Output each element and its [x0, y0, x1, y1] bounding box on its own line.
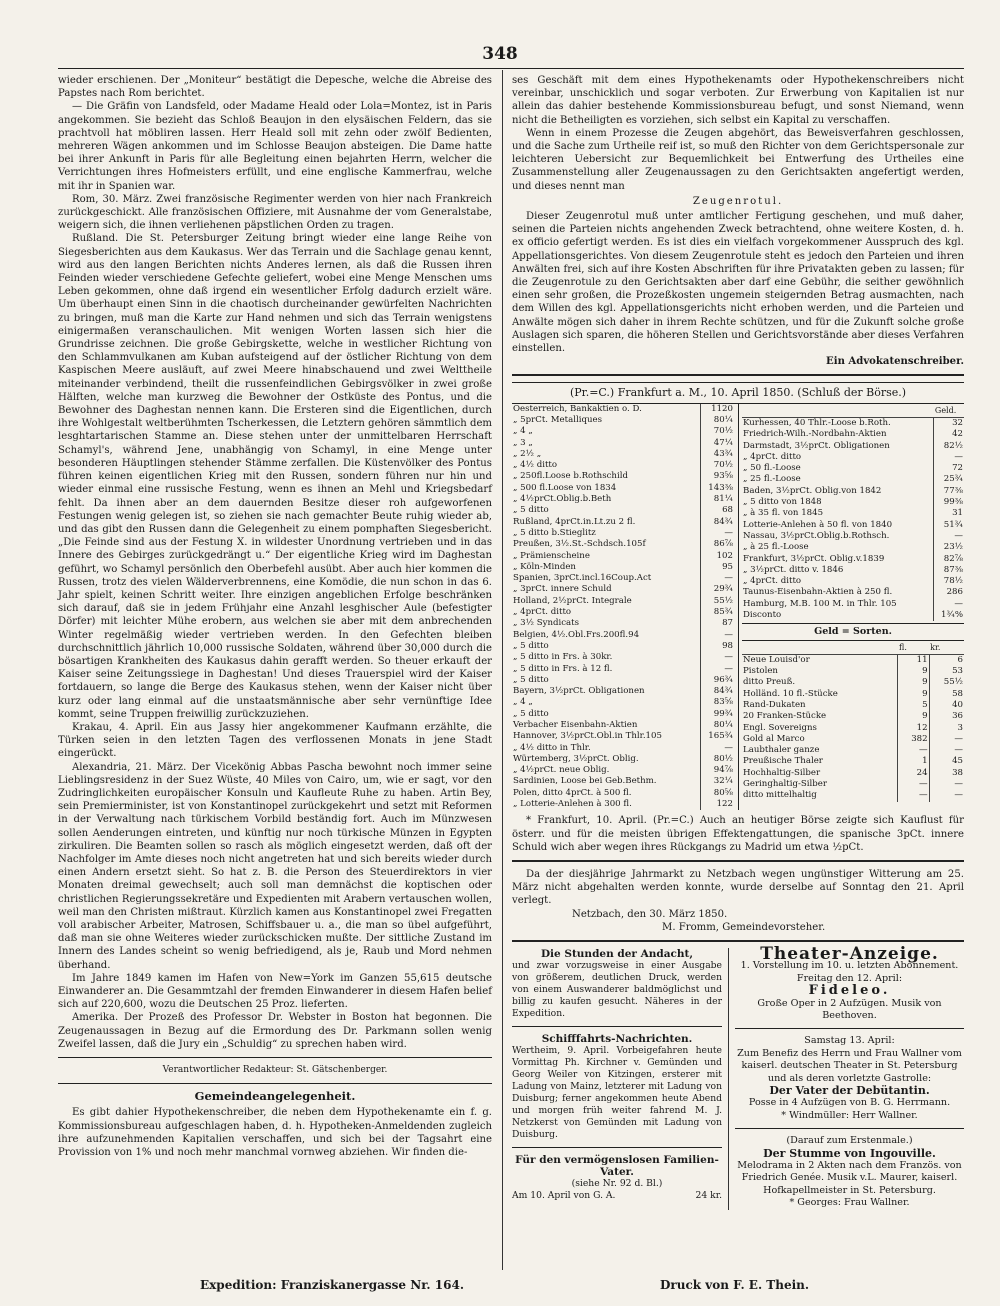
price-value: 32 — [934, 417, 964, 429]
market-row — [742, 497, 964, 508]
geld-sorten-row — [742, 666, 964, 677]
price-value: 51¾ — [934, 520, 964, 531]
price-value: 3 — [929, 723, 964, 734]
price-value: — — [934, 531, 964, 542]
price-value: — — [700, 652, 734, 663]
geld-sorten-row — [742, 700, 964, 711]
market-row — [742, 486, 964, 497]
geld-sorten-title: Geld = Sorten. — [742, 623, 964, 640]
price-value: 86⅞ — [700, 539, 734, 550]
page-number: 348 — [482, 44, 518, 64]
notice-text: Da der diesjährige Jahrmarkt zu Netzbach wegen ungünstiger Witterung am 25. März nicht abgehalten werden konnte, wurde derselbe auf Sonntag den 21. April verlegt. — [512, 868, 964, 907]
market-row — [512, 799, 734, 810]
col-header: kr. — [929, 641, 964, 655]
market-row — [742, 599, 964, 610]
left-column — [58, 74, 492, 1159]
price-value: 45 — [929, 756, 964, 767]
theater-play-title: Fideleo. — [808, 983, 891, 999]
market-row — [512, 460, 734, 471]
header-rule — [58, 68, 964, 69]
geld-sorten-row — [742, 677, 964, 688]
security-name: „ 3½prCt. ditto v. 1846 — [743, 564, 844, 575]
market-row — [512, 596, 734, 607]
security-name: „ 4 „ — [513, 697, 533, 708]
price-value: — — [929, 790, 964, 801]
article-signature: Ein Advokatenschreiber. — [826, 356, 964, 368]
theater-title: Theater-Anzeige. — [760, 943, 939, 964]
security-name: Belgien, 4½.Obl.Frs.200fl.94 — [513, 629, 640, 640]
security-name: ditto mittelhaltig — [743, 790, 817, 801]
security-name: Nassau, 3½prCt.Oblig.b.Rothsch. — [743, 530, 890, 541]
security-name: 20 Franken-Stücke — [743, 711, 827, 722]
ad-text: und zwar vorzugsweise in einer Ausgabe von größerem, deutlichen Druck, werden von einem Auswanderer baldmöglichst und billig zu kaufen gesucht. Näheres in der Expedition. — [512, 959, 722, 1019]
price-value: 36 — [929, 711, 964, 722]
price-value: 83⅝ — [700, 697, 734, 708]
price-value: 143⅜ — [700, 483, 734, 494]
market-row — [742, 531, 964, 542]
market-row — [512, 517, 734, 528]
market-row — [742, 417, 964, 429]
price-value: 82½ — [934, 441, 964, 452]
market-row — [512, 641, 734, 652]
geld-sorten-row — [742, 723, 964, 734]
security-name: Rand-Dukaten — [743, 700, 806, 710]
divider — [735, 1028, 964, 1029]
price-value: 78½ — [934, 576, 964, 587]
market-row — [512, 709, 734, 720]
price-value: 286 — [934, 587, 964, 598]
security-name: Engl. Sovereigns — [743, 722, 817, 733]
market-row — [742, 554, 964, 565]
right-column — [512, 74, 964, 1210]
security-name: „ 4prCt. ditto — [743, 576, 802, 587]
security-name: „ 4½ ditto in Thlr. — [513, 742, 591, 753]
price-value: 95 — [700, 562, 734, 573]
price-value: 122 — [700, 799, 734, 810]
price-value: 93⅝ — [700, 471, 734, 482]
security-name: „ 5 ditto in Frs. à 12 fl. — [513, 663, 613, 674]
section-title: Gemeindeangelegenheit. — [194, 1089, 356, 1104]
price-value: 55½ — [929, 677, 964, 688]
market-row — [512, 788, 734, 799]
price-value: 84¾ — [700, 517, 734, 528]
price-value: 94⅞ — [700, 765, 734, 776]
price-value: — — [898, 790, 929, 801]
price-value: 80⅝ — [700, 788, 734, 799]
market-row — [742, 610, 964, 621]
geld-sorten-row — [742, 711, 964, 722]
price-value: 80¼ — [700, 720, 734, 731]
theater-cast: * Windmüller: Herr Wallner. — [781, 1109, 918, 1121]
price-value: 70½ — [700, 460, 734, 471]
geld-sorten-row — [742, 734, 964, 745]
price-value: — — [934, 452, 964, 463]
theater-play-title: Der Stumme von Ingouville. — [763, 1146, 936, 1160]
price-value: 5 — [898, 700, 929, 711]
market-row — [512, 754, 734, 765]
security-name: „ 3prCt. innere Schuld — [513, 584, 612, 595]
notice-signature: M. Fromm, Gemeindevorsteher. — [662, 921, 826, 933]
security-name: „ 5 ditto in Frs. à 30kr. — [513, 652, 613, 663]
theater-date: Freitag den 12. April: — [796, 972, 903, 984]
security-name: „ 5prCt. Metalliques — [513, 414, 602, 425]
market-row — [742, 508, 964, 519]
price-value: 42 — [934, 429, 964, 440]
col-header — [742, 404, 934, 418]
security-name: Holland, 2½prCt. Integrale — [513, 595, 632, 606]
donation-entry — [512, 1190, 722, 1202]
price-value: 70½ — [700, 426, 734, 437]
security-name: Pistolen — [743, 666, 778, 677]
price-value: — — [700, 664, 734, 675]
security-name: Frankfurt, 3½prCt. Oblig.v.1839 — [743, 553, 885, 564]
market-row — [512, 483, 734, 494]
market-header: (Pr.=C.) Frankfurt a. M., 10. April 1850. (Schluß der Börse.) — [512, 382, 964, 403]
security-name: Spanien, 3prCt.incl.16Coup.Act — [513, 573, 652, 584]
security-name: „ à 35 fl. von 1845 — [743, 508, 824, 519]
geld-sorten-row — [742, 756, 964, 767]
ad-title: Die Stunden der Andacht, — [540, 947, 694, 960]
col-header: fl. — [898, 641, 929, 655]
security-name: „ 500 fl.Loose von 1834 — [513, 482, 617, 493]
market-row — [512, 630, 734, 641]
market-row — [742, 429, 964, 440]
price-value: 98 — [700, 641, 734, 652]
article-paragraph: wieder erschienen. Der „Moniteur“ bestätigt die Depesche, welche die Abreise des Papstes nach Rom berichtet. — [58, 75, 492, 100]
security-name: „ 250fl.Loose b.Rothschild — [513, 471, 628, 482]
article-paragraph: Wenn in einem Prozesse die Zeugen abgehört, das Beweisverfahren geschlossen, und die Sache zum Urtheile reif ist, so muß den Richter von dem Gerichtspersonale zur leichteren Uebersicht zur Bequemlichkeit bei Entwerfung des Urtheiles eine Zusammenstellung aller Zeugenaussagen zu den Gerichtsakten angefertigt werden, und dieses nennt man — [512, 127, 964, 192]
security-name: Geringhaltig-Silber — [743, 779, 827, 790]
col-header — [742, 641, 898, 655]
article-paragraph: Im Jahre 1849 kamen im Hafen von New=York im Ganzen 55,615 deutsche Einwanderer an. Die Gesammtzahl der fremden Einwanderer in diesem Hafen belief sich auf 220,600, wozu die Deutschen 25 Proz. lieferten. — [58, 972, 492, 1011]
security-name: Baden, 3½prCt. Oblig.von 1842 — [743, 485, 882, 496]
price-value: 53 — [929, 666, 964, 677]
article-paragraph: Dieser Zeugenrotul muß unter amtlicher Fertigung geschehen, und muß daher, seinen die Parteien nichts angehenden Zweck betrachtend, ohne weitere Kosten, d. h. ex officio gefertigt werden. Es ist dies ein vielfach vorgekommener Ausspruch des kgl. Appellationsgerichtes. Von diesem Zeugenrotule steht es jedoch den Parteien und ihren Anwälten frei, sich auf ihre Kosten Abschriften für ihre Privatakten geben zu lassen; für die Zeugenrotule zu den Gerichtsakten aber darf eine Gebühr, die seither gewöhnlich einen sehr großen, die Prozeßkosten ungemein steigernden Betrag ausmachten, nach dem Willen des kgl. Appellationsgerichts nicht erhoben werden, und die Parteien und Anwälte mögen sich daher in ihrem Rechte schützen, und für die Zukunft solche große Auslagen sich sparen, die höheren Stellen und Gerichtsvorstände aber dieses Verfahren einstellen. — [512, 211, 964, 355]
price-value: 80¼ — [700, 415, 734, 426]
price-value: 99⅜ — [934, 497, 964, 508]
price-value: 25¾ — [934, 474, 964, 485]
market-row — [742, 542, 964, 553]
geld-sorten-row — [742, 790, 964, 801]
market-table-left — [512, 404, 734, 811]
market-row — [512, 584, 734, 595]
article-paragraph: — Die Gräfin von Landsfeld, oder Madame Heald oder Lola=Montez, ist in Paris angekommen. Sie bezieht das Schloß Beaujon in den elysäischen Feldern, das sie prachtvoll hat möbliren lassen. Herr Heald soll mit zehn oder zwölf Bedienten, mehreren Wägen ankommen und im Schlosse Beaujon absteigen. Die Dame hatte bei ihrer Ankunft in Paris für alle Begleitung einen bejahrten Herrn, welcher die Verrichtungen ihres Hofmeisters erfüllt, und eine englische Kammerfrau, welche mit ihr in Spanien war. — [58, 101, 492, 192]
geld-sorten-row — [742, 654, 964, 666]
article-paragraph: ses Geschäft mit dem eines Hypothekenamts oder Hypothekenschreibers nicht vereinbar, unschicklich und sogar verboten. Zur Erwerbung von Kapitalien ist nur allein das dahier bestehende Kommissionsbureau befugt, und sonst Niemand, wenn nicht die Betheiligten es vorziehen, sich selbst ein Kapital zu verschaffen. — [512, 75, 964, 126]
security-name: Verbacher Eisenbahn-Aktien — [513, 719, 638, 730]
security-name: Darmstadt, 3½prCt. Obligationen — [743, 440, 890, 451]
security-name: Neue Louisd'or — [743, 654, 810, 665]
security-name: „ 3 „ — [513, 437, 533, 448]
market-row — [742, 576, 964, 587]
market-row — [512, 505, 734, 516]
price-value: 55½ — [700, 596, 734, 607]
security-name: „ 25 fl.-Loose — [743, 474, 801, 485]
security-name: Hannover, 3½prCt.Obl.in Thlr.105 — [513, 731, 662, 742]
market-row — [742, 474, 964, 485]
market-row — [512, 765, 734, 776]
market-row — [512, 607, 734, 618]
market-row — [512, 562, 734, 573]
market-row — [512, 731, 734, 742]
security-name: Rußland, 4prCt.in.Lt.zu 2 fl. — [513, 516, 636, 527]
price-value: 82⅞ — [934, 554, 964, 565]
market-row — [512, 471, 734, 482]
price-value: 6 — [929, 654, 964, 666]
ad-text: Wertheim, 9. April. Vorbeigefahren heute Vormittag Ph. Kirchner v. Gemünden und Georg Weiler von Kitzingen, ersterer mit Ladung von Mainz, letzterer mit Ladung von Duisburg; ferner angekommen heute Abend und morgen früh weiter fahrend M. J. Netzkerst von Gemünden mit Ladung von Duisburg. — [512, 1044, 722, 1140]
security-name: Friedrich-Wilh.-Nordbahn-Aktien — [743, 429, 887, 440]
price-value: — — [700, 528, 734, 539]
market-row — [512, 404, 734, 415]
price-value: 47¼ — [700, 438, 734, 449]
ads-left — [512, 948, 722, 1210]
price-value: 99¾ — [700, 709, 734, 720]
security-name: „ 5 ditto — [513, 708, 549, 719]
price-value: 382 — [898, 734, 929, 745]
security-name: Holländ. 10 fl.-Stücke — [743, 688, 838, 699]
ad-title: Für den vermögenslosen Familien-Vater. — [515, 1153, 719, 1178]
ad-title: Schifffahrts-Nachrichten. — [541, 1032, 693, 1045]
security-name: Sardinien, Loose bei Geb.Bethm. — [513, 776, 657, 787]
market-note: * Frankfurt, 10. April. (Pr.=C.) Auch an heutiger Börse zeigte sich Kauflust für österr. und für die meisten übrigen Effektengattungen, die spanische 3pCt. innere Schuld wich aber wegen ihres Rückgangs zu Madrid um etwa ½pCt. — [512, 815, 964, 853]
price-value: 68 — [700, 505, 734, 516]
price-value: 85¾ — [700, 607, 734, 618]
market-row — [512, 743, 734, 754]
price-value: — — [898, 745, 929, 756]
notice-date: Netzbach, den 30. März 1850. — [572, 908, 728, 920]
divider — [512, 940, 964, 942]
security-name: „ 4prCt. ditto — [513, 607, 572, 618]
price-value: 77⅜ — [934, 486, 964, 497]
divider — [58, 1083, 492, 1084]
article-paragraph: Rußland. Die St. Petersburger Zeitung bringt wieder eine lange Reihe von Siegesberichten aus dem Kaukasus. Wer das Terrain und die Sachlage genau kennt, wird aus den langen Berichten nichts Anderes lernen, als daß die Russen ihren Feinden wieder verschiedene Gefechte geliefert, wobei eine Menge Menschen ums Leben gekommen, ohne daß irgend ein wesentlicher Erfolg dadurch erzielt wäre. Um überhaupt einen Sinn in die chaotisch durcheinander gewürfelten Nachrichten zu bringen, muß man die Karte zur Hand nehmen und sich das Terrain wenigstens einigermaßen veranschaulichen. Mit wenigen Worten lassen sich hier die Grundrisse zeichnen. Die große Gebirgskette, welche in westlicher Richtung von den Schlammvulkanen am Kuban aufsteigend auf der östlicher Richtung von dem Kaspischen Meere ausläuft, auf zwei Meere hinabschauend und zwei Welttheile miteinander verbindend, theilt die russenfeindlichen Gebirgsvölker in zwei große Hälften, welche man kurzweg die Bewohner der Ostküste des Pontus, und die Bewohner des Daghestan nennen kann. Die Ersteren sind die Eigentlichen, durch ihre Wohlgestalt weltberühmten Tscherkessen, die Letztern gehören sämmtlich dem lesghtartarischen Stamme an. Diese stehen unter der unmittelbaren Herrschaft Schamyl's, während Jene, unabhängig von Schamyl, in eine Menge unter besonderen Häuptlingen stehender Stämme zerfallen. Die Küstenvölker des Pontus führen keinen eigentlichen Krieg mit den Russen, sondern führen nur hin und wieder einmal eine russische Festung, wenn es ihnen an Mehl und Kriegsbedarf fehlt. Da ihnen aber an dem dauernden Besitze dieser roh aufgeworfenen Festungen wenig gelegen ist, so ziehen sie nach gemachter Beute ruhig wieder ab, und das gibt den Russen dann die Gelegenheit zu einem pomphaften Siegesbericht. „Die Feinde sind aus der Festung X. in wildester Unordnung vertrieben und in das Innere des Gebirges zurückgedrängt u.“ Der eigentliche Krieg wird im Daghestan geführt, wo Schamyl persönlich den Oberbefehl ausübt. Aber auch hier kommen die Russen, trotz des vielen Wälderverbrennens, eine Komödie, die nun schon in das 6. Jahr spielt, keinen Schritt weiter. Ihre einzigen angeblichen Erfolge beschränken sich darauf, daß sie in jedem Frühjahr eine Anzahl lesghischer Aule (befestigter Dörfer) mit leichter Mühe erobern, aus welchen sie aber mit dem anbrechenden Winter regelmäßig wieder vertrieben werden. In den Gefechten bleiben durchschnittlich jährlich 10,000 russische Soldaten, während über 30,000 durch die bösartigen Krankheiten des Kaukasus dahin gerafft werden. So theuer erkauft der Kaiser seine Zeitungssiege in Daghestan! Und dieses Trauerspiel wird der Kaiser fortdauern, so lange die Berge des Kaukasus stehen, wenn der Kaiser nicht über kurz oder lang einmal auf die unstaatsmännische aber sehr vernünftige Idee kommt, seine Truppen freiwillig zurückzuziehen. — [58, 233, 492, 720]
donation-amount: 24 kr. — [695, 1189, 722, 1201]
security-name: Taunus-Eisenbahn-Aktien à 250 fl. — [743, 587, 893, 598]
security-name: Preußen, 3½.St.-Schdsch.105f — [513, 539, 646, 550]
price-value: 40 — [929, 700, 964, 711]
editor-line: Verantwortlicher Redakteur: St. Gätschenberger. — [162, 1065, 388, 1076]
ad-subtitle: (siehe Nr. 92 d. Bl.) — [571, 1177, 663, 1189]
theater-description: Zum Benefiz des Herrn und Frau Wallner vom kaiserl. deutschen Theater in St. Petersburg und als deren vorletzte Gastrolle: — [737, 1047, 962, 1084]
security-name: „ 4½prCt. neue Oblig. — [513, 765, 610, 776]
market-row — [742, 463, 964, 474]
theater-cast: * Georges: Frau Wallner. — [789, 1197, 910, 1209]
security-name: „ à 25 fl.-Loose — [743, 542, 809, 553]
price-value: — — [898, 779, 929, 790]
security-name: „ 50 fl.-Loose — [743, 463, 801, 474]
geld-sorten-table — [742, 641, 964, 802]
security-name: Oesterreich, Bankaktien o. D. — [513, 403, 642, 414]
price-value: 58 — [929, 689, 964, 700]
divider — [58, 1057, 492, 1058]
price-value: 84¾ — [700, 686, 734, 697]
market-row — [512, 573, 734, 584]
security-name: Preußische Thaler — [743, 756, 823, 767]
price-value: — — [929, 779, 964, 790]
market-row — [512, 415, 734, 426]
price-value: 11 — [898, 654, 929, 666]
market-row — [742, 441, 964, 452]
market-row — [512, 426, 734, 437]
security-name: „ 2½ „ — [513, 448, 542, 459]
price-value: 32¼ — [700, 776, 734, 787]
geld-sorten-row — [742, 768, 964, 779]
theater-play-title: Der Vater der Debütantin. — [769, 1084, 930, 1098]
price-value: 24 — [898, 768, 929, 779]
security-name: „ 4prCt. ditto — [743, 451, 802, 462]
footer-expedition: Expedition: Franziskanergasse Nr. 164. — [200, 1278, 465, 1292]
security-name: „ 3½ Syndicats — [513, 618, 580, 629]
theater-note: (Darauf zum Erstenmale.) — [786, 1135, 913, 1147]
price-value: 96¾ — [700, 675, 734, 686]
security-name: „ 5 ditto b.Stieglitz — [513, 527, 596, 538]
price-value: 9 — [898, 689, 929, 700]
security-name: „ 5 ditto von 1848 — [743, 497, 822, 508]
price-value: — — [934, 599, 964, 610]
market-row — [512, 664, 734, 675]
theater-ad — [728, 943, 964, 1210]
market-row — [512, 438, 734, 449]
market-table-right — [742, 404, 964, 622]
price-value: — — [929, 734, 964, 745]
theater-description: Große Oper in 2 Aufzügen. Musik von Beethoven. — [757, 997, 942, 1022]
price-value: — — [929, 745, 964, 756]
market-tables — [512, 404, 964, 811]
price-value: 38 — [929, 768, 964, 779]
price-value: 165¾ — [700, 731, 734, 742]
zeugenrotul-heading: Zeugenrotul. — [692, 195, 784, 207]
price-value: 87 — [700, 618, 734, 629]
security-name: Kurhessen, 40 Thlr.-Loose b.Roth. — [743, 417, 891, 428]
article-paragraph: Krakau, 4. April. Ein aus Jassy hier angekommener Kaufmann erzählte, die Türken seien in den letzten Tagen des verflossenen Monats in jene Stadt eingerückt. — [58, 721, 492, 760]
security-name: Würtemberg, 3½prCt. Oblig. — [513, 753, 639, 764]
price-value: 1¾% — [934, 610, 964, 621]
market-row — [512, 652, 734, 663]
price-value: — — [700, 630, 734, 641]
market-row — [512, 539, 734, 550]
security-name: „ 5 ditto — [513, 640, 549, 651]
section-text: Es gibt dahier Hypothekenschreiber, die neben dem Hypothekenamte ein f. g. Kommissionsbureau aufgeschlagen haben, d. h. Hypotheken-Anmeldenden zugleich ihre aufzunehmenden Kapitalien verschaffen, und sich bei der Tagsahrt eine Provission von 1% und noch mehr manchmal vornweg abziehen. Wir finden die- — [58, 1107, 492, 1159]
price-value: 1 — [898, 756, 929, 767]
price-value: — — [700, 573, 734, 584]
price-value: 9 — [898, 666, 929, 677]
price-value: 87⅜ — [934, 565, 964, 576]
price-value: — — [700, 743, 734, 754]
divider — [512, 1026, 722, 1027]
security-name: ditto Preuß. — [743, 677, 796, 688]
security-name: Hamburg, M.B. 100 M. in Thlr. 105 — [743, 598, 897, 609]
geld-sorten-row — [742, 745, 964, 756]
security-name: Polen, ditto 4prCt. à 500 fl. — [513, 787, 632, 798]
geld-sorten-row — [742, 689, 964, 700]
price-value: 43¾ — [700, 449, 734, 460]
security-name: „ Lotterie-Anlehen à 300 fl. — [513, 799, 632, 810]
price-value: 72 — [934, 463, 964, 474]
market-row — [512, 528, 734, 539]
security-name: „ 5 ditto — [513, 505, 549, 516]
market-row — [512, 551, 734, 562]
price-value: 81¼ — [700, 494, 734, 505]
market-row — [512, 720, 734, 731]
security-name: „ 4 „ — [513, 426, 533, 437]
article-paragraph: Rom, 30. März. Zwei französische Regimenter werden von hier nach Frankreich zurückgeschickt. Alle französischen Offiziere, mit Ausnahme der vom Generalstabe, weigern sich, die ihnen verliehenen päpstlichen Orden zu tragen. — [58, 193, 492, 232]
security-name: „ Köln-Minden — [513, 561, 576, 572]
price-value: 9 — [898, 677, 929, 688]
divider — [735, 1128, 964, 1129]
price-value: 102 — [700, 551, 734, 562]
footer-printer: Druck von F. E. Thein. — [660, 1278, 810, 1292]
security-name: Disconto — [743, 610, 782, 621]
divider — [512, 374, 964, 376]
market-row — [512, 618, 734, 629]
theater-description: Posse in 4 Aufzügen von B. G. Herrmann. — [748, 1097, 951, 1109]
theater-date: Samstag 13. April: — [804, 1035, 895, 1047]
price-value: 31 — [934, 508, 964, 519]
advertisements — [512, 943, 964, 1210]
theater-description: Melodrama in 2 Akten nach dem Französ. von Friedrich Genée. Musik v.L. Maurer, kaiserl. Hofkapellmeister in St. Petersburg. — [737, 1160, 962, 1196]
geld-sorten-row — [742, 779, 964, 790]
col-header: Geld. — [934, 404, 964, 418]
security-name: „ 4½ ditto — [513, 460, 558, 471]
market-row — [512, 675, 734, 686]
article-paragraph: Alexandria, 21. März. Der Vicekönig Abbas Pascha bewohnt noch immer seine Lieblingsresidenz in der Suez Wüste, 40 Miles von Cairo, um, wie er sagt, vor den Zudringlichkeiten europäischer Konsuln und Kaufleute Ruhe zu haben. Artin Bey, sein Premierminister, ist von Konstantinopel zurückgekehrt und setzt mit Reformen in der Verwaltung nach türkischem Vorbild beständig fort. Auch im Münzwesen sollen Aenderungen eintreten, und künftig nur noch türkische Münzen in Egypten zirkuliren. Die Beamten sollen so rasch als möglich eingesetzt werden, daß oft der Nachfolger im Amte dieses noch nicht angetreten hat und sich bereits wieder durch einen Andern ersetzt sieht. So hat z. B. die Person des Steuerdirektors in vier Monaten dreimal gewechselt; auch soll man demnächst die koptischen oder christlichen Regierungssekretäre und Expedienten mit Arabern vertauschen wollen, weil man den Christen mißtraut. Kürzlich kamen aus Konstantinopel zwei Fregatten voll arabischer Arbeiter, Matrosen, Schiffsbauer u. a., die man so übel aufgeführt, daß man sie ohne Weiteres wieder zurückschicken mußte. Der sittliche Zustand im Innern des Landes scheint so wenig befriedigend, als je, Raub und Mord nehmen überhand. — [58, 761, 492, 971]
security-name: „ Prämienscheine — [513, 550, 590, 561]
security-name: „ 5 ditto — [513, 674, 549, 685]
market-row — [512, 494, 734, 505]
security-name: Bayern, 3½prCt. Obligationen — [513, 686, 645, 697]
price-value: 29¾ — [700, 584, 734, 595]
market-row — [512, 449, 734, 460]
divider — [512, 860, 964, 862]
column-divider — [502, 70, 503, 1270]
price-value: 80½ — [700, 754, 734, 765]
security-name: Lotterie-Anlehen à 50 fl. von 1840 — [743, 519, 893, 530]
security-name: Hochhaltig-Silber — [743, 767, 821, 778]
security-name: Gold al Marco — [743, 733, 805, 744]
price-value: 9 — [898, 711, 929, 722]
divider — [512, 1147, 722, 1148]
price-value: 23½ — [934, 542, 964, 553]
article-paragraph: Amerika. Der Prozeß des Professor Dr. Webster in Boston hat begonnen. Die Zeugenaussagen in Bezug auf die Ermordung des Dr. Parkmann sollen wenig Zweifel lassen, daß die Jury ein „Schuldig“ zu sprechen haben wird. — [58, 1012, 492, 1050]
price-value: 12 — [898, 723, 929, 734]
market-row — [512, 686, 734, 697]
market-row — [742, 452, 964, 463]
donation-label: Am 10. April von G. A. — [512, 1189, 616, 1201]
market-row — [512, 697, 734, 708]
price-value: 1120 — [700, 404, 734, 415]
theater-line: 1. Vorstellung im 10. u. letzten Abonnement. — [740, 960, 959, 972]
market-row — [742, 587, 964, 598]
market-row — [512, 776, 734, 787]
security-name: Laubthaler ganze — [743, 745, 820, 756]
market-row — [742, 565, 964, 576]
market-row — [742, 520, 964, 531]
security-name: „ 4½prCt.Oblig.b.Beth — [513, 494, 612, 505]
